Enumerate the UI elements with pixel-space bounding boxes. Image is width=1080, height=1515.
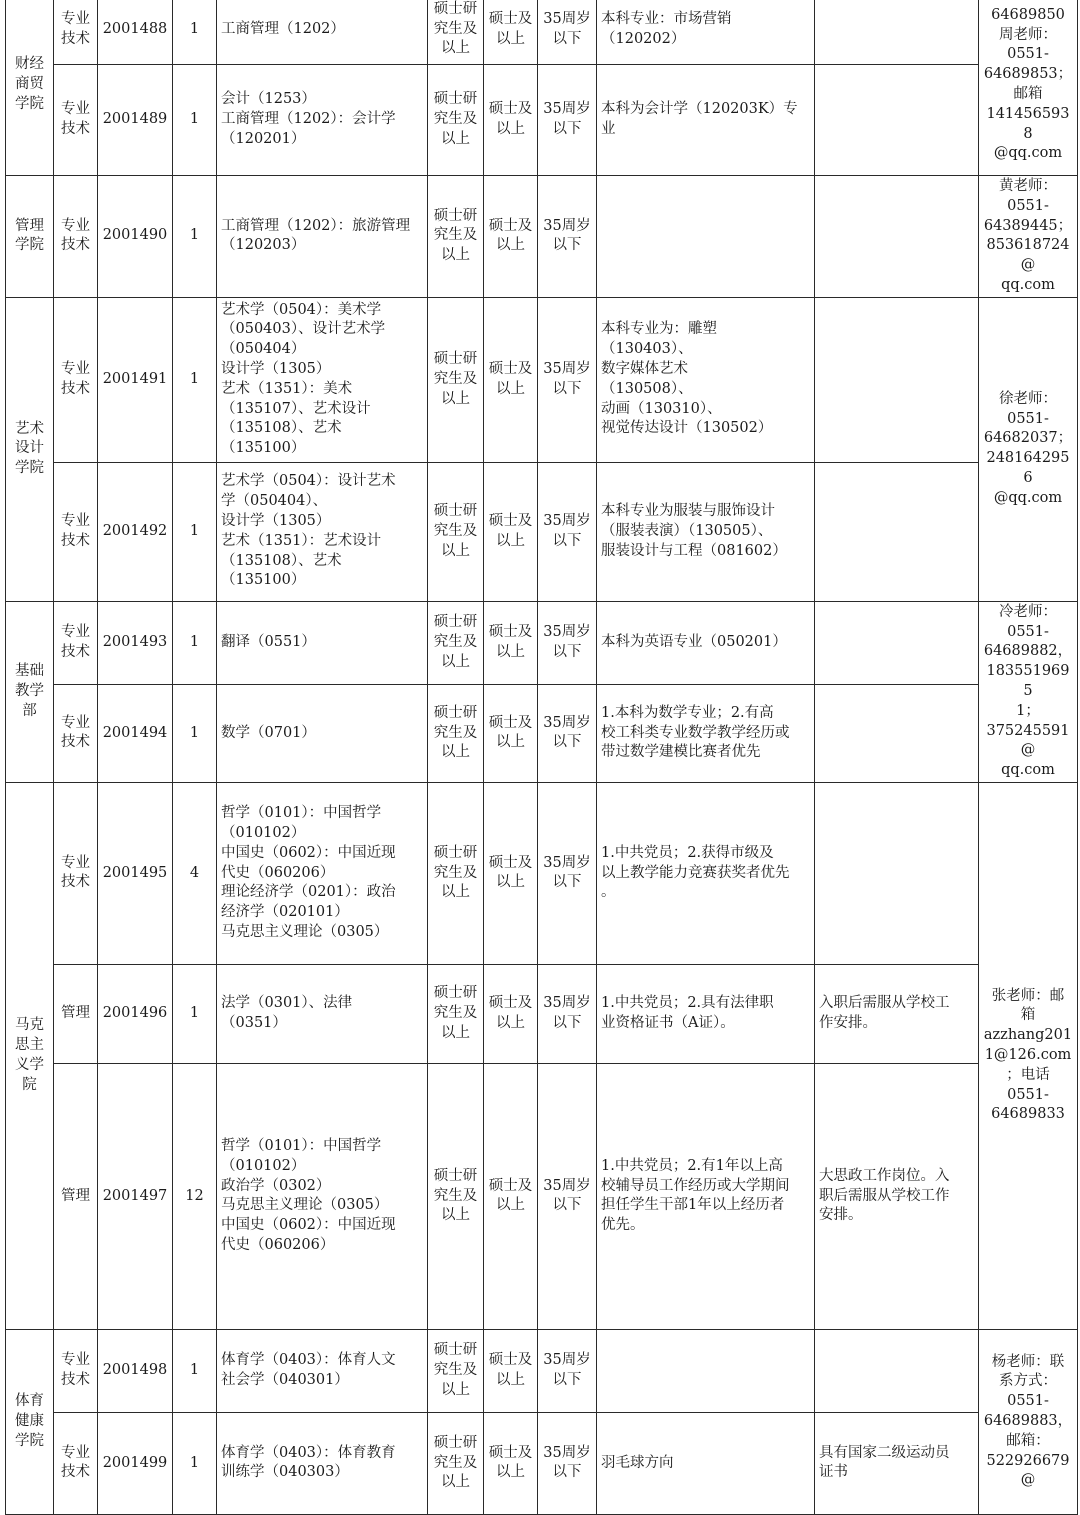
- requirement-cell: [597, 1329, 815, 1412]
- contact-cell: [979, 0, 1078, 176]
- headcount-cell: 1: [173, 462, 217, 601]
- post-code-cell: 2001497: [98, 1063, 173, 1329]
- major-cell-line: 设计学（1305）: [221, 512, 331, 529]
- requirement-cell: [597, 0, 815, 65]
- major-cell: [217, 1063, 428, 1329]
- major-cell: [217, 176, 428, 298]
- table-row: [6, 1412, 1078, 1514]
- major-cell-line: 艺术学（0504）：美术学: [221, 301, 382, 318]
- post-type-cell: 专业技术: [54, 1412, 98, 1514]
- major-cell-line: 训练学（040303）: [221, 1464, 349, 1481]
- post-type-cell: 专业技术: [54, 1329, 98, 1412]
- requirement-cell-line: 羽毛球方向: [601, 1454, 674, 1471]
- requirement-cell-line: 以上教学能力竞赛获奖者优先: [601, 864, 790, 881]
- headcount-cell: 12: [173, 1063, 217, 1329]
- post-code-cell: 2001496: [98, 964, 173, 1063]
- post-code-cell: 2001491: [98, 297, 173, 462]
- major-cell-line: 马克思主义理论（0305）: [221, 923, 389, 940]
- requirement-cell: [597, 1412, 815, 1514]
- requirement-cell: [597, 176, 815, 298]
- requirement-cell-line: 1.本科为数学专业；2.有高: [601, 704, 774, 721]
- education-cell: 硕士研究生及以上: [428, 964, 484, 1063]
- major-cell: [217, 601, 428, 684]
- major-cell-line: （010102）: [221, 824, 306, 841]
- major-cell: [217, 1329, 428, 1412]
- headcount-cell: 1: [173, 684, 217, 782]
- post-code-cell: 2001493: [98, 601, 173, 684]
- degree-cell: 硕士及以上: [484, 462, 538, 601]
- remark-cell: [815, 1329, 979, 1412]
- remark-cell-line: 安排。: [819, 1207, 863, 1224]
- major-cell: [217, 297, 428, 462]
- contact-cell-line: 邮箱：: [1006, 1432, 1050, 1449]
- contact-cell-line: 64689883，: [983, 1413, 1073, 1430]
- remark-cell: [815, 1063, 979, 1329]
- contact-cell-line: 冷老师：: [999, 603, 1057, 620]
- remark-cell: [815, 176, 979, 298]
- major-cell: [217, 964, 428, 1063]
- education-cell: 硕士研究生及以上: [428, 176, 484, 298]
- post-type-cell: 专业技术: [54, 782, 98, 964]
- requirement-cell-line: （130403）、: [601, 341, 693, 358]
- requirement-cell: [597, 65, 815, 176]
- contact-cell-line: 箱: [1020, 1007, 1036, 1024]
- contact-cell-line: 64689833: [991, 1106, 1065, 1123]
- contact-cell-line: 0551-: [1007, 410, 1049, 427]
- requirement-cell-line: 动画（130310）、: [601, 400, 722, 417]
- table-body: [6, 0, 1078, 1514]
- requirement-cell-line: 校辅导员工作经历或大学期间: [601, 1177, 790, 1194]
- degree-cell: 硕士及以上: [484, 601, 538, 684]
- requirement-cell-line: 业资格证书（A证）。: [601, 1014, 735, 1031]
- post-code-cell: 2001488: [98, 0, 173, 65]
- contact-cell-line: 周老师：: [999, 26, 1057, 43]
- post-type-cell: 管理: [54, 964, 98, 1063]
- major-cell: [217, 0, 428, 65]
- requirement-cell-line: 本科为会计学（120203K）专业: [601, 101, 798, 137]
- major-cell-line: 会计（1253）: [221, 91, 316, 108]
- degree-cell: 硕士及以上: [484, 65, 538, 176]
- post-code-cell: 2001490: [98, 176, 173, 298]
- requirement-cell: [597, 684, 815, 782]
- education-cell: 硕士研究生及以上: [428, 1412, 484, 1514]
- post-type-cell: 专业技术: [54, 0, 98, 65]
- table-row: [6, 462, 1078, 601]
- contact-cell-line: 375245591@: [986, 722, 1070, 759]
- post-code-cell: 2001494: [98, 684, 173, 782]
- requirement-cell: [597, 297, 815, 462]
- table-row: [6, 176, 1078, 298]
- major-cell-line: 哲学（0101）：中国哲学: [221, 1138, 382, 1155]
- contact-cell-line: 系方式：: [999, 1373, 1057, 1390]
- contact-cell-line: 853618724@: [986, 237, 1070, 274]
- contact-cell: [979, 297, 1078, 601]
- contact-cell: [979, 782, 1078, 1329]
- contact-cell-line: 64689853；: [983, 66, 1073, 83]
- major-cell: [217, 1412, 428, 1514]
- major-cell-line: 体育学（0403）：体育教育: [221, 1444, 396, 1461]
- major-cell-line: （135100）: [221, 440, 306, 457]
- major-cell-line: 工商管理（1202）：旅游管理（120203）: [221, 217, 411, 254]
- headcount-cell: 1: [173, 1412, 217, 1514]
- major-cell-line: 学（050404）、: [221, 493, 328, 510]
- requirement-cell-line: 1.中共党员；2.具有法律职: [601, 995, 774, 1012]
- post-code-cell: 2001492: [98, 462, 173, 601]
- table-row: [6, 65, 1078, 176]
- education-cell: 硕士研究生及以上: [428, 684, 484, 782]
- degree-cell: 硕士及以上: [484, 782, 538, 964]
- contact-cell-line: 1@126.com: [984, 1047, 1072, 1064]
- headcount-cell: 1: [173, 601, 217, 684]
- table-row: [6, 1329, 1078, 1412]
- requirement-cell-line: （120202）: [601, 30, 686, 47]
- degree-cell: 硕士及以上: [484, 1329, 538, 1412]
- headcount-cell: 1: [173, 964, 217, 1063]
- post-type-cell: 专业技术: [54, 176, 98, 298]
- major-cell-line: 哲学（0101）：中国哲学: [221, 805, 382, 822]
- major-cell-line: 工商管理（1202）: [221, 20, 345, 37]
- remark-cell-line: 证书: [819, 1464, 848, 1481]
- remark-cell: [815, 462, 979, 601]
- degree-cell: 硕士及以上: [484, 176, 538, 298]
- major-cell-line: 马克思主义理论（0305）: [221, 1197, 389, 1214]
- unit-name-cell: 艺术设计学院: [6, 297, 54, 601]
- degree-cell: 硕士及以上: [484, 964, 538, 1063]
- contact-cell-line: 0551-: [1007, 1086, 1049, 1103]
- major-cell-line: 代史（060206）: [221, 1237, 335, 1254]
- age-cell: 35周岁以下: [538, 297, 597, 462]
- age-cell: 35周岁以下: [538, 65, 597, 176]
- headcount-cell: 1: [173, 176, 217, 298]
- degree-cell: 硕士及以上: [484, 0, 538, 65]
- contact-cell: [979, 1329, 1078, 1514]
- education-cell: 硕士研究生及以上: [428, 601, 484, 684]
- contact-cell-line: ；电话: [1006, 1066, 1050, 1083]
- requirement-cell-line: 1.中共党员；2.有1年以上高: [601, 1157, 783, 1174]
- major-cell-line: 法学（0301）、法律: [221, 995, 353, 1012]
- contact-cell-line: 64689850: [991, 6, 1065, 23]
- requirement-cell: [597, 1063, 815, 1329]
- degree-cell: 硕士及以上: [484, 1412, 538, 1514]
- major-cell-line: （135108）、艺术: [221, 552, 342, 569]
- major-cell-line: 社会学（040301）: [221, 1371, 349, 1388]
- post-code-cell: 2001499: [98, 1412, 173, 1514]
- post-code-cell: 2001489: [98, 65, 173, 176]
- remark-cell: [815, 782, 979, 964]
- major-cell-line: 设计学（1305）: [221, 360, 331, 377]
- requirement-cell: [597, 601, 815, 684]
- age-cell: 35周岁以下: [538, 462, 597, 601]
- contact-cell-line: 64689882，: [983, 643, 1073, 660]
- table-row: [6, 1063, 1078, 1329]
- requirement-cell-line: 优先。: [601, 1217, 645, 1234]
- contact-cell-line: 黄老师：: [999, 178, 1057, 194]
- major-cell-line: 翻译（0551）: [221, 633, 316, 650]
- major-cell: [217, 462, 428, 601]
- age-cell: 35周岁以下: [538, 601, 597, 684]
- contact-cell-line: 0551-: [1007, 46, 1049, 63]
- major-cell-line: 代史（060206）: [221, 864, 335, 881]
- contact-cell-line: 0551-: [1007, 1393, 1049, 1410]
- education-cell: 硕士研究生及以上: [428, 782, 484, 964]
- post-type-cell: 专业技术: [54, 462, 98, 601]
- recruitment-table: [5, 0, 1078, 1515]
- contact-cell-line: 64682037；: [983, 430, 1073, 447]
- contact-cell-line: qq.com: [1001, 276, 1055, 293]
- contact-cell-line: 1414565938: [986, 105, 1070, 142]
- major-cell-line: 艺术（1351）：美术: [221, 380, 353, 397]
- requirement-cell-line: 带过数学建模比赛者优先: [601, 744, 761, 761]
- unit-name-cell: 马克思主义学院: [6, 782, 54, 1329]
- remark-cell: [815, 964, 979, 1063]
- contact-cell-line: 522926679@: [986, 1452, 1070, 1489]
- table-row: [6, 297, 1078, 462]
- major-cell-line: （135108）、艺术: [221, 420, 342, 437]
- remark-cell: [815, 65, 979, 176]
- remark-cell-line: 作安排。: [819, 1014, 877, 1031]
- major-cell-line: 理论经济学（0201）：政治: [221, 884, 396, 901]
- major-cell-line: （050404）: [221, 341, 306, 358]
- remark-cell-line: 入职后需服从学校工: [819, 995, 950, 1012]
- table-row: [6, 0, 1078, 65]
- remark-cell: [815, 297, 979, 462]
- table-row: [6, 964, 1078, 1063]
- headcount-cell: 1: [173, 0, 217, 65]
- requirement-cell-line: 本科专业为服装与服饰设计: [601, 503, 775, 520]
- age-cell: 35周岁以下: [538, 1412, 597, 1514]
- contact-cell-line: @qq.com: [993, 489, 1063, 506]
- education-cell: 硕士研究生及以上: [428, 1063, 484, 1329]
- table-row: [6, 684, 1078, 782]
- remark-cell: [815, 601, 979, 684]
- contact-cell-line: azzhang201: [983, 1027, 1073, 1044]
- table-row: [6, 601, 1078, 684]
- education-cell: 硕士研究生及以上: [428, 297, 484, 462]
- requirement-cell-line: （130508）、: [601, 380, 693, 397]
- unit-name-cell: 基础教学部: [6, 601, 54, 782]
- major-cell-line: 中国史（0602）：中国近现: [221, 1217, 396, 1234]
- post-code-cell: 2001495: [98, 782, 173, 964]
- major-cell-line: （135100）: [221, 572, 306, 589]
- contact-cell-line: 张老师：邮: [991, 987, 1065, 1004]
- major-cell-line: 艺术学（0504）：设计艺术: [221, 473, 396, 490]
- post-type-cell: 专业技术: [54, 684, 98, 782]
- contact-cell-line: 0551-: [1007, 623, 1049, 640]
- unit-name-cell: 体育健康学院: [6, 1329, 54, 1514]
- post-code-cell: 2001498: [98, 1329, 173, 1412]
- major-cell-line: 中国史（0602）：中国近现: [221, 844, 396, 861]
- headcount-cell: 1: [173, 65, 217, 176]
- major-cell-line: （0351）: [221, 1014, 287, 1031]
- major-cell-line: （135107）、艺术设计: [221, 400, 371, 417]
- remark-cell-line: 职后需服从学校工作: [819, 1187, 950, 1204]
- age-cell: 35周岁以下: [538, 176, 597, 298]
- contact-cell-line: 徐老师：: [999, 390, 1057, 407]
- remark-cell-line: 具有国家二级运动员: [819, 1444, 950, 1461]
- contact-cell-line: 2481642956: [986, 450, 1070, 487]
- age-cell: 35周岁以下: [538, 964, 597, 1063]
- education-cell: 硕士研究生及以上: [428, 1329, 484, 1412]
- remark-cell: [815, 0, 979, 65]
- requirement-cell: [597, 782, 815, 964]
- table-row: [6, 782, 1078, 964]
- major-cell-line: 经济学（020101）: [221, 904, 349, 921]
- major-cell-line: （010102）: [221, 1157, 306, 1174]
- contact-cell-line: 1；: [1016, 702, 1040, 719]
- contact-cell-line: 64389445；: [983, 217, 1073, 234]
- headcount-cell: 4: [173, 782, 217, 964]
- major-cell-line: 工商管理（1202）：会计学: [221, 111, 396, 128]
- age-cell: 35周岁以下: [538, 1063, 597, 1329]
- unit-name-cell: 财经商贸学院: [6, 0, 54, 176]
- headcount-cell: 1: [173, 297, 217, 462]
- requirement-cell-line: 视觉传达设计（130502）: [601, 420, 773, 437]
- contact-cell-line: 杨老师：联: [991, 1353, 1065, 1370]
- requirement-cell-line: 本科专业：市场营销: [601, 10, 732, 27]
- contact-cell: [979, 176, 1078, 298]
- headcount-cell: 1: [173, 1329, 217, 1412]
- remark-cell: [815, 1412, 979, 1514]
- contact-cell-line: 1835519695: [986, 663, 1070, 699]
- age-cell: 35周岁以下: [538, 684, 597, 782]
- requirement-cell-line: 1.中共党员；2.获得市级及: [601, 844, 774, 861]
- major-cell-line: 政治学（0302）: [221, 1177, 331, 1194]
- requirement-cell-line: 校工科类专业数学教学经历或: [601, 724, 790, 741]
- contact-cell-line: 0551-: [1007, 197, 1049, 214]
- major-cell-line: （120201）: [221, 130, 306, 147]
- age-cell: 35周岁以下: [538, 0, 597, 65]
- requirement-cell-line: 数字媒体艺术: [601, 360, 688, 377]
- remark-cell-line: 大思政工作岗位。入: [819, 1167, 950, 1184]
- degree-cell: 硕士及以上: [484, 297, 538, 462]
- major-cell-line: 艺术（1351）：艺术设计: [221, 532, 382, 549]
- contact-cell: [979, 601, 1078, 782]
- major-cell: [217, 65, 428, 176]
- education-cell: 硕士研究生及以上: [428, 0, 484, 65]
- post-type-cell: 管理: [54, 1063, 98, 1329]
- contact-cell-line: qq.com: [1001, 762, 1055, 779]
- requirement-cell-line: （服装表演）（130505）、: [601, 522, 773, 539]
- age-cell: 35周岁以下: [538, 782, 597, 964]
- contact-cell-line: 邮箱: [1013, 86, 1043, 102]
- remark-cell: [815, 684, 979, 782]
- requirement-cell: [597, 964, 815, 1063]
- requirement-cell-line: 担任学生干部1年以上经历者: [601, 1197, 785, 1214]
- contact-cell-line: @qq.com: [993, 145, 1063, 162]
- major-cell: [217, 684, 428, 782]
- education-cell: 硕士研究生及以上: [428, 462, 484, 601]
- requirement-cell: [597, 462, 815, 601]
- degree-cell: 硕士及以上: [484, 1063, 538, 1329]
- post-type-cell: 专业技术: [54, 601, 98, 684]
- education-cell: 硕士研究生及以上: [428, 65, 484, 176]
- degree-cell: 硕士及以上: [484, 684, 538, 782]
- major-cell: [217, 782, 428, 964]
- unit-name-cell: 管理学院: [6, 176, 54, 298]
- requirement-cell-line: 本科专业为：雕塑: [601, 321, 717, 338]
- major-cell-line: （050403）、设计艺术学: [221, 321, 386, 338]
- requirement-cell-line: 服装设计与工程（081602）: [601, 542, 787, 559]
- requirement-cell-line: 。: [601, 884, 616, 901]
- post-type-cell: 专业技术: [54, 65, 98, 176]
- post-type-cell: 专业技术: [54, 297, 98, 462]
- requirement-cell-line: 本科为英语专业（050201）: [601, 633, 787, 650]
- age-cell: 35周岁以下: [538, 1329, 597, 1412]
- major-cell-line: 数学（0701）: [221, 724, 316, 741]
- major-cell-line: 体育学（0403）：体育人文: [221, 1352, 396, 1369]
